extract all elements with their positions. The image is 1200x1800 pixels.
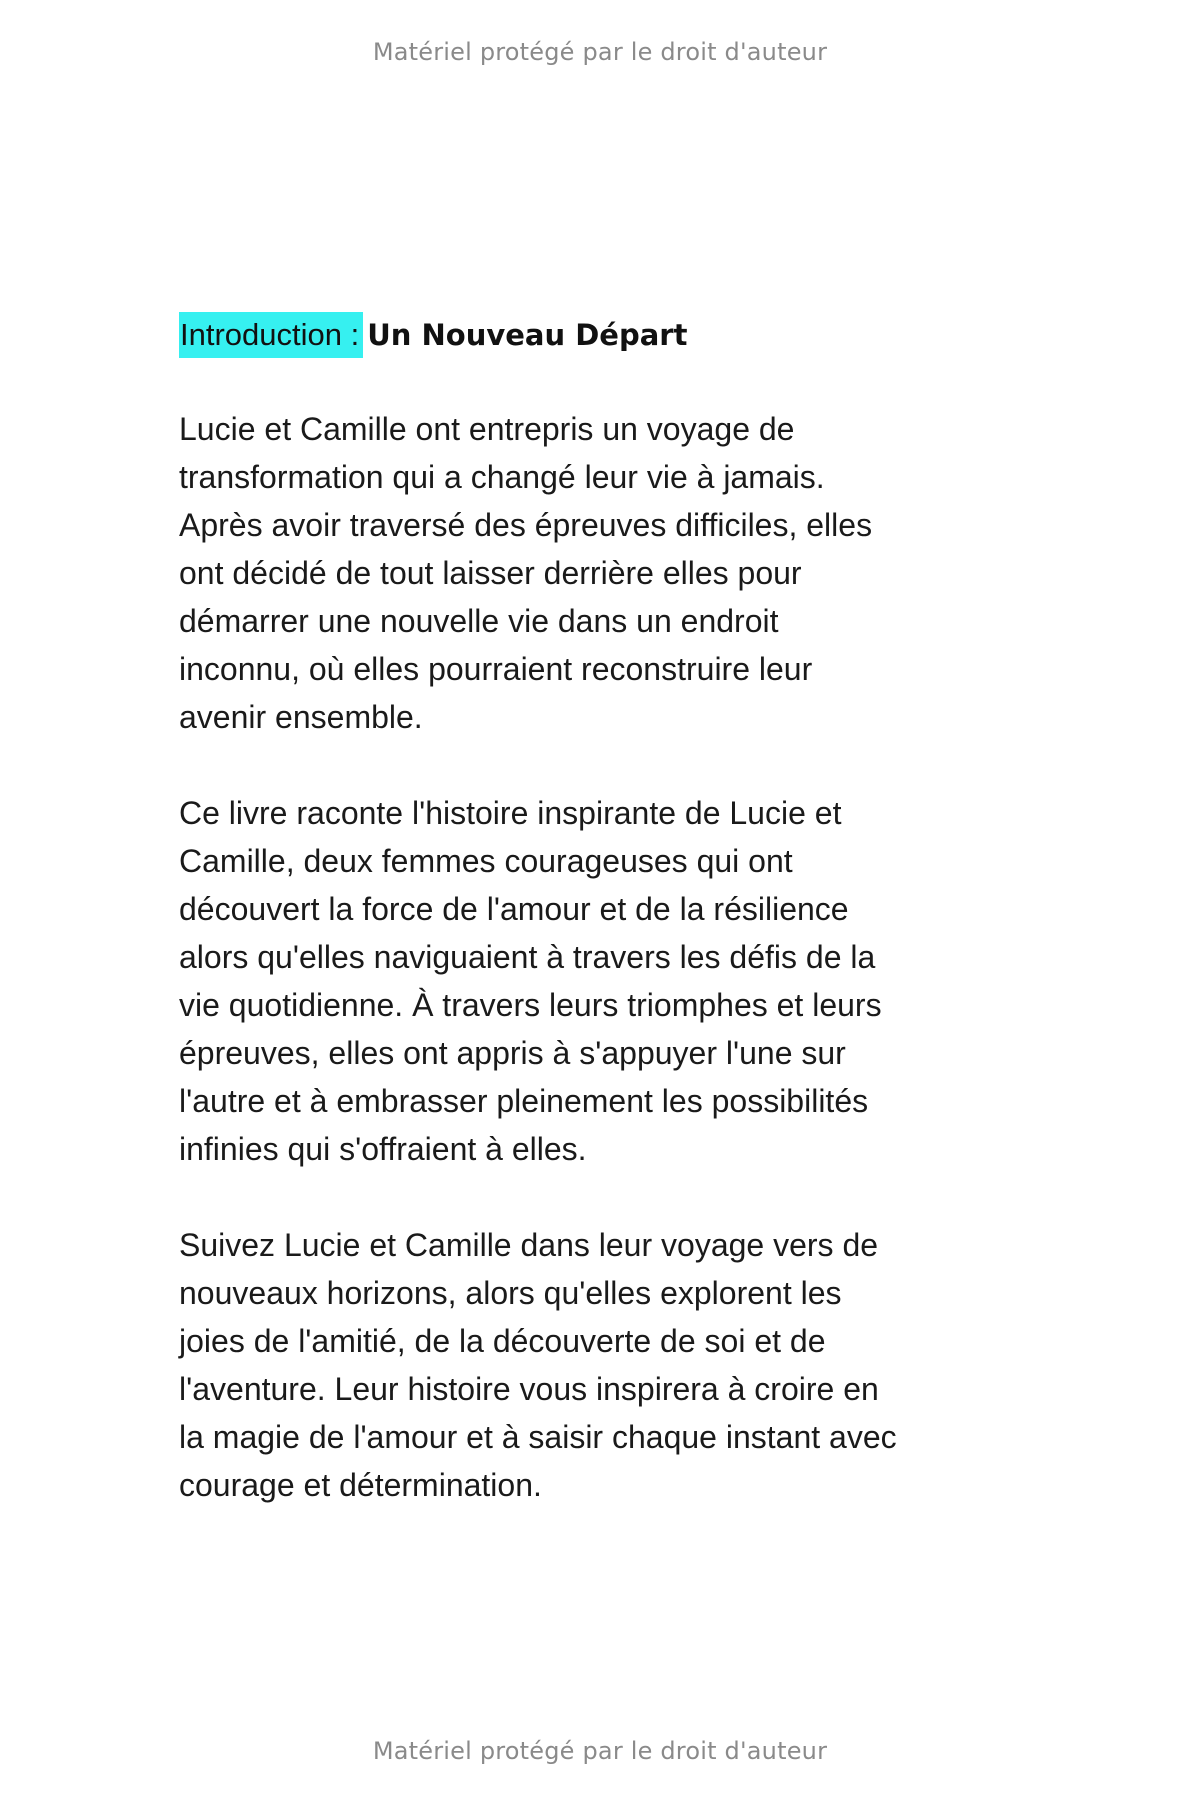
text-line: l'aventure. Leur histoire vous inspirera à croire en <box>179 1371 879 1407</box>
copyright-watermark-bottom: Matériel protégé par le droit d'auteur <box>372 1737 828 1765</box>
text-line: Ce livre raconte l'histoire inspirante de Lucie et <box>179 795 842 831</box>
text-line: infinies qui s'offraient à elles. <box>179 1131 587 1167</box>
text-line: démarrer une nouvelle vie dans un endroit <box>179 603 779 639</box>
chapter-heading <box>179 312 1029 359</box>
text-line: ont décidé de tout laisser derrière elles pour <box>179 555 802 591</box>
page-content <box>179 312 1029 1509</box>
text-line: Camille, deux femmes courageuses qui ont <box>179 843 793 879</box>
text-line: transformation qui a changé leur vie à jamais. <box>179 459 825 495</box>
text-line: avenir ensemble. <box>179 699 423 735</box>
text-line: nouveaux horizons, alors qu'elles explorent les <box>179 1275 842 1311</box>
text-line: épreuves, elles ont appris à s'appuyer l'une sur <box>179 1035 846 1071</box>
text-line: alors qu'elles naviguaient à travers les défis de la <box>179 939 876 975</box>
text-line: découvert la force de l'amour et de la résilience <box>179 891 849 927</box>
text-line: inconnu, où elles pourraient reconstruire leur <box>179 651 813 687</box>
copyright-watermark-top: Matériel protégé par le droit d'auteur <box>372 38 828 66</box>
text-line: Après avoir traversé des épreuves difficiles, elles <box>179 507 873 543</box>
paragraph-1 <box>179 405 1029 741</box>
text-line: l'autre et à embrasser pleinement les possibilités <box>179 1083 869 1119</box>
heading-highlight-label: Introduction : <box>179 312 363 358</box>
paragraph-3 <box>179 1221 1029 1509</box>
paragraph-2 <box>179 789 1029 1173</box>
text-line: vie quotidienne. À travers leurs triomphes et leurs <box>179 987 882 1023</box>
chapter-title: Un Nouveau Départ <box>367 318 688 352</box>
text-line: Lucie et Camille ont entrepris un voyage de <box>179 411 795 447</box>
text-line: la magie de l'amour et à saisir chaque instant avec <box>179 1419 897 1455</box>
text-line: courage et détermination. <box>179 1467 542 1503</box>
text-line: Suivez Lucie et Camille dans leur voyage vers de <box>179 1227 879 1263</box>
text-line: joies de l'amitié, de la découverte de soi et de <box>179 1323 826 1359</box>
